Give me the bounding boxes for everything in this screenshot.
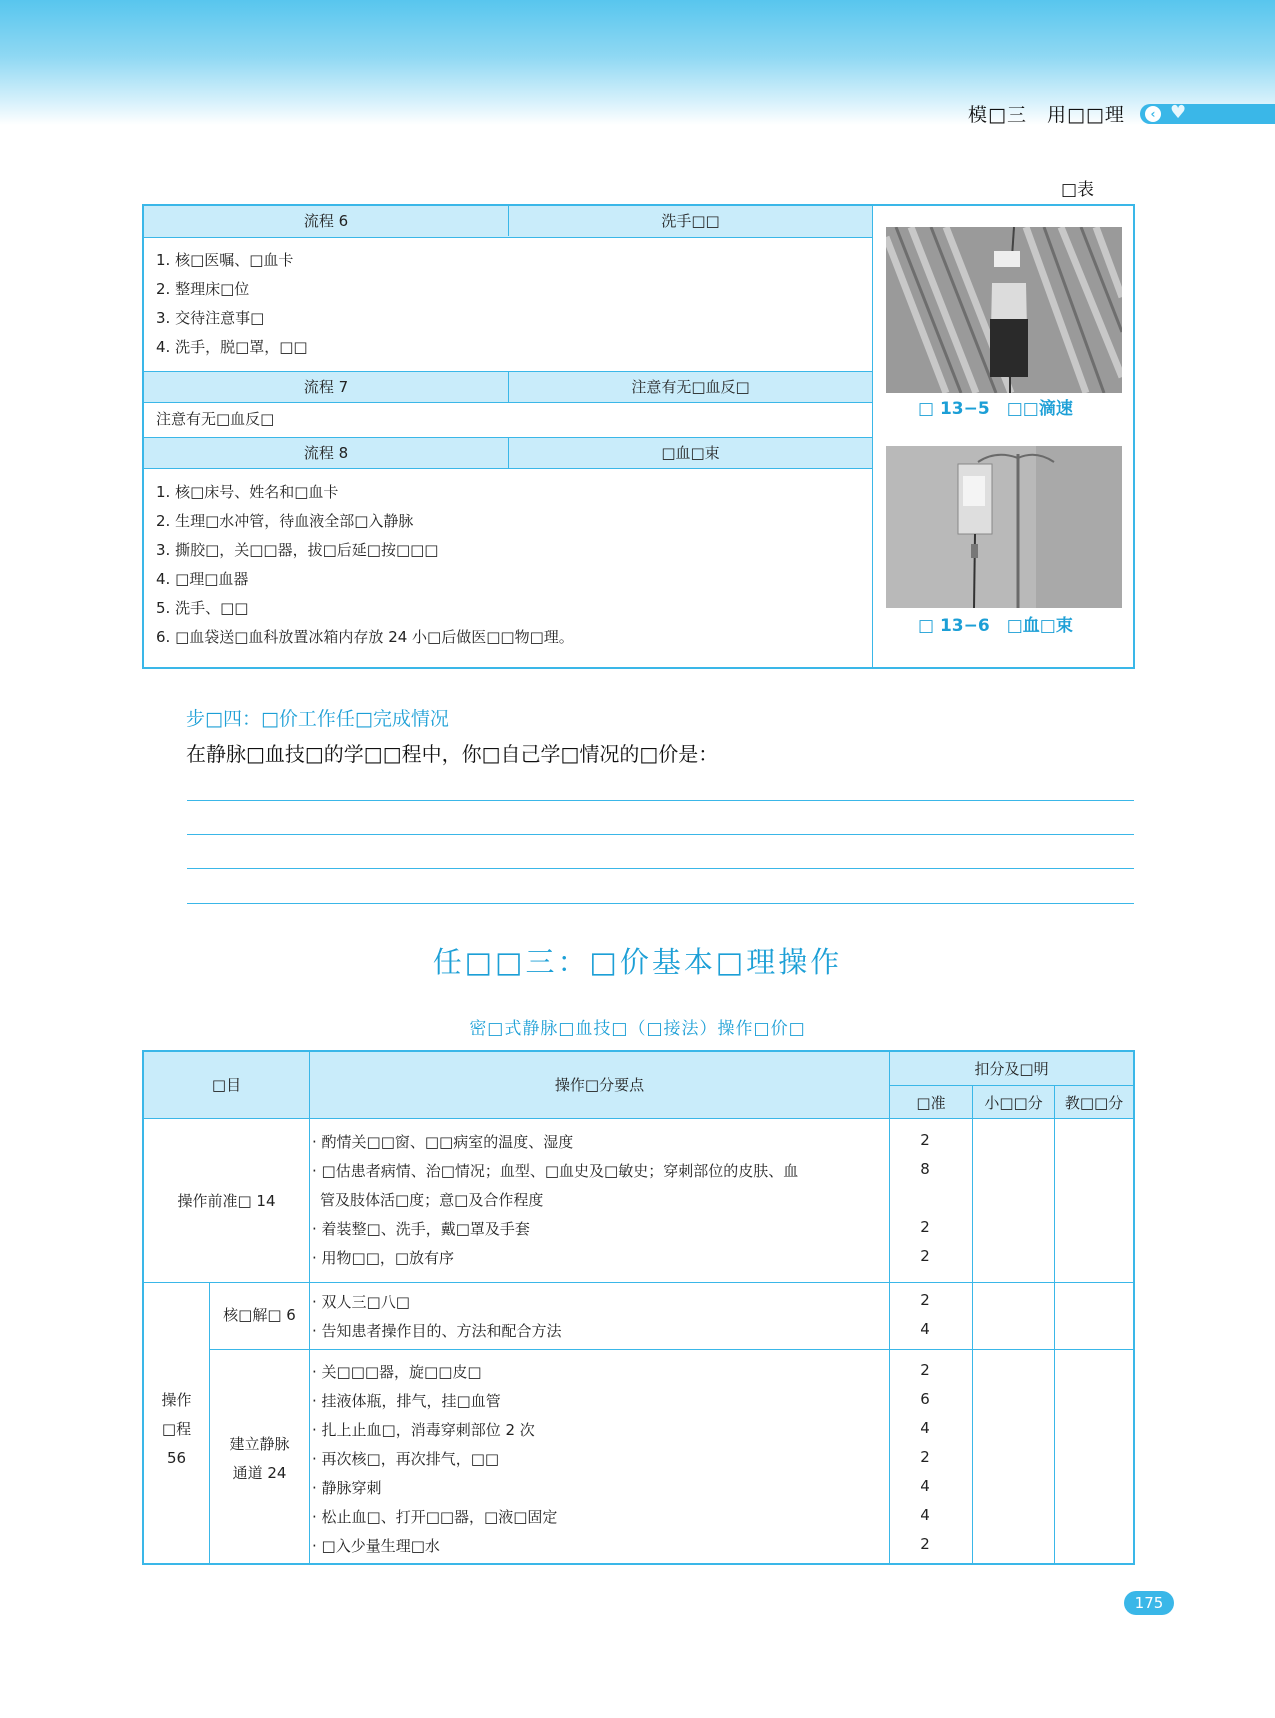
score: 8 [920, 1160, 930, 1178]
page-number: 175 [1124, 1591, 1174, 1615]
score: 2 [920, 1247, 930, 1265]
flow7-content: 注意有无□血反□ [156, 410, 275, 428]
list-item: · 着装整□、洗手，戴□罩及手套 [312, 1220, 530, 1238]
list-item: · 再次核□，再次排气，□□ [312, 1450, 500, 1468]
check-label: 核□解□ 6 [223, 1306, 296, 1324]
col-group: 小□□分 [984, 1094, 1043, 1112]
chapter-title: 模□三 用□□理 [968, 104, 1125, 126]
col-item: □目 [211, 1076, 242, 1094]
prep-label: 操作前准□ 14 [177, 1192, 276, 1210]
list-item: 1. 核□床号、姓名和□血卡 [156, 483, 339, 501]
score: 4 [920, 1477, 930, 1495]
score: 6 [920, 1390, 930, 1408]
answer-line [187, 868, 1134, 869]
flow6-title: 洗手□□ [661, 212, 720, 230]
flow8-header [144, 437, 872, 469]
list-item: · 扎上止血□，消毒穿刺部位 2 次 [312, 1421, 535, 1439]
answer-line [187, 903, 1134, 904]
evaluation-table [142, 1050, 1135, 1565]
list-item: 1. 核□医嘱、□血卡 [156, 251, 294, 269]
score: 4 [920, 1506, 930, 1524]
list-item: 5. 洗手、□□ [156, 599, 249, 617]
flow-steps-column [144, 206, 873, 667]
list-item: 4. □理□血器 [156, 570, 249, 588]
list-item: 管及肢体活□度；意□及合作程度 [320, 1191, 544, 1209]
score: 2 [920, 1361, 930, 1379]
col-standard: □准 [916, 1094, 946, 1112]
list-item: · □估患者病情、治□情况；血型、□血史及□敏史；穿刺部位的皮肤、血 [312, 1162, 799, 1180]
list-item: · 告知患者操作目的、方法和配合方法 [312, 1322, 562, 1340]
step4-heading: 步□四：□价工作任□完成情况 [186, 708, 449, 730]
continued-label: □表 [1061, 180, 1095, 200]
task3-title: 任□□三：□价基本□理操作 [432, 945, 843, 979]
col-points: 操作□分要点 [554, 1076, 645, 1094]
flow7-label: 流程 7 [144, 372, 509, 402]
flow6-label: 流程 6 [144, 206, 509, 236]
answer-line [187, 834, 1134, 835]
list-item: 2. 生理□水冲管，待血液全部□入静脉 [156, 512, 414, 530]
table-caption: 密□式静脉□血技□（□接法）操作□价□ [469, 1019, 806, 1039]
channel-label: 建立静脉 通道 24 [229, 1435, 290, 1482]
list-item: 3. 交待注意事□ [156, 309, 265, 327]
flow6-header [144, 206, 872, 238]
col-teacher: 教□□分 [1064, 1094, 1124, 1112]
list-item: 2. 整理床□位 [156, 280, 250, 298]
list-item: · 酌情关□□窗、□□病室的温度、湿度 [312, 1133, 574, 1151]
heart-icon: ♥ [1170, 102, 1187, 123]
process-label: 操作 □程 56 [161, 1391, 192, 1467]
list-item: · 挂液体瓶，排气，挂□血管 [312, 1392, 501, 1410]
score: 2 [920, 1535, 930, 1553]
list-item: · 静脉穿刺 [312, 1479, 382, 1497]
score: 2 [920, 1291, 930, 1309]
arrow-left-icon: ‹ [1145, 106, 1161, 122]
score: 2 [920, 1131, 930, 1149]
list-item: 4. 洗手，脱□罩，□□ [156, 338, 308, 356]
flow8-steps [156, 478, 574, 652]
transfusion-end-photo [886, 446, 1122, 608]
list-item: · 关□□□器，旋□□皮□ [312, 1363, 482, 1381]
flow7-title: 注意有无□血反□ [631, 378, 750, 396]
list-item: 6. □血袋送□血科放置冰箱内存放 24 小□后做医□□物□理。 [156, 628, 574, 646]
score: 4 [920, 1320, 930, 1338]
list-item: · 用物□□，□放有序 [312, 1249, 455, 1267]
score: 2 [920, 1448, 930, 1466]
flow8-label: 流程 8 [144, 438, 509, 468]
figure-caption: □ 13−6 □血□束 [918, 616, 1073, 636]
list-item: 3. 撕胶□，关□□器，拔□后延□按□□□ [156, 541, 439, 559]
answer-line [187, 800, 1134, 801]
col-deduct: 扣分及□明 [974, 1060, 1049, 1078]
figure-caption: □ 13−5 □□滴速 [918, 399, 1073, 419]
list-item: · 双人三□八□ [312, 1293, 410, 1311]
flow6-steps [156, 246, 308, 362]
drip-rate-photo [886, 227, 1122, 393]
score: 2 [920, 1218, 930, 1236]
list-item: · □入少量生理□水 [312, 1537, 440, 1555]
step4-question: 在静脉□血技□的学□□程中，你□自己学□情况的□价是： [186, 742, 719, 766]
list-item: · 松止血□、打开□□器，□液□固定 [312, 1508, 558, 1526]
flow8-title: □血□束 [661, 444, 720, 462]
score: 4 [920, 1419, 930, 1437]
flow7-header [144, 371, 872, 403]
flow-table [142, 204, 1135, 669]
